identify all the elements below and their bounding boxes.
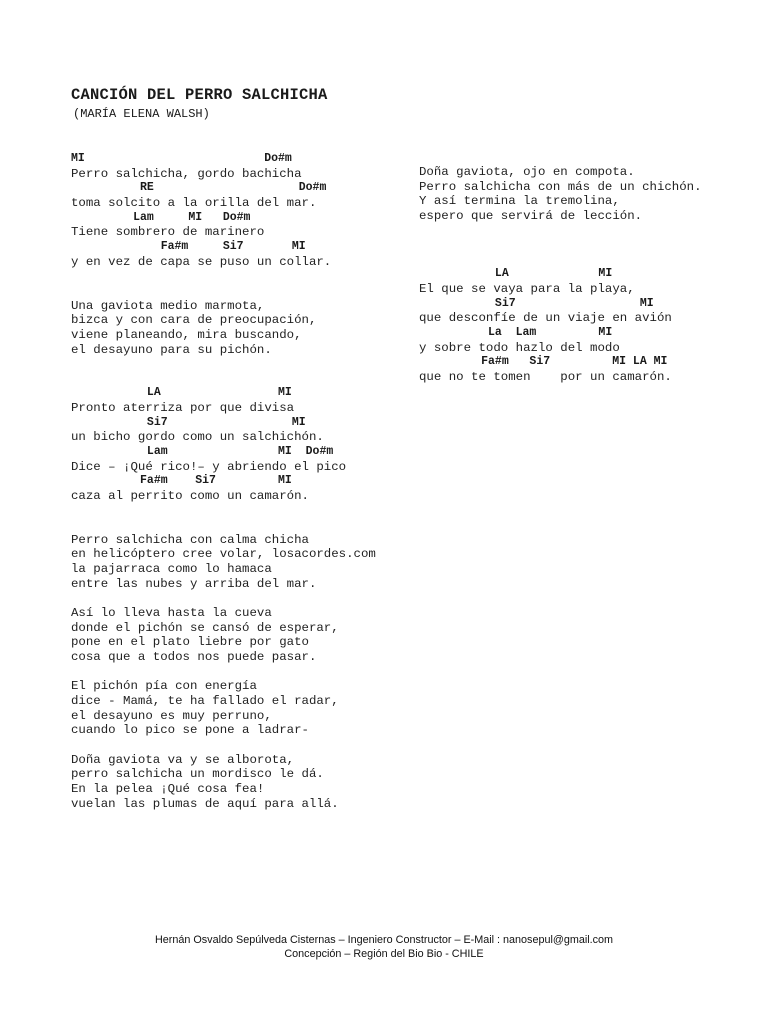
- chord-line: MI Do#m: [71, 152, 292, 165]
- lyric-line: Perro salchicha con calma chicha: [71, 532, 309, 547]
- lyric-line: pone en el plato liebre por gato: [71, 635, 309, 650]
- chord-line: Fa#m Si7 MI: [71, 474, 292, 488]
- chord-line: Lam MI Do#m: [71, 210, 251, 224]
- lyric-line: bizca y con cara de preocupación,: [71, 313, 317, 328]
- lyric-line: en helicóptero cree volar, losacordes.com: [71, 547, 376, 562]
- lyric-line: entre las nubes y arriba del mar.: [71, 576, 317, 591]
- song-author: (MARÍA ELENA WALSH): [73, 107, 210, 121]
- lyric-line: donde el pichón se cansó de esperar,: [71, 620, 339, 635]
- lyric-line: toma solcito a la orilla del mar.: [71, 196, 317, 211]
- stanza-gap: [71, 372, 376, 387]
- lyric-line: Dice – ¡Qué rico!– y abriendo el pico: [71, 459, 347, 474]
- stanza-gap: [71, 592, 376, 607]
- lyric-line: y sobre todo hazlo del modo: [419, 340, 620, 355]
- lyric-line: Así lo lleva hasta la cueva: [71, 606, 272, 620]
- stanza-gap: [71, 284, 376, 299]
- chord-line: Si7 MI: [71, 415, 306, 429]
- lyric-line: perro salchicha un mordisco le dá.: [71, 767, 324, 782]
- lyric-line: caza al perrito como un camarón.: [71, 489, 309, 504]
- stanza-gap: [71, 665, 376, 680]
- right-column: [419, 165, 702, 385]
- chord-line: Fa#m Si7 MI: [71, 240, 306, 254]
- lyric-line: Tiene sombrero de marinero: [71, 225, 265, 240]
- chord-line: Lam MI Do#m: [71, 445, 334, 458]
- lyric-line: que no te tomen por un camarón.: [419, 370, 672, 385]
- lyric-line: la pajarraca como lo hamaca: [71, 562, 272, 577]
- chord-line: La Lam MI: [419, 326, 613, 339]
- lyric-line: Pronto aterriza por que divisa: [71, 400, 295, 415]
- chord-line: LA MI: [419, 267, 613, 281]
- chord-line: Fa#m Si7 MI LA MI: [419, 355, 668, 369]
- stanza-gap: [71, 270, 376, 285]
- lyric-line: cuando lo pico se pone a ladrar-: [71, 723, 309, 738]
- lyric-line: que desconfíe de un viaje en avión: [419, 311, 672, 326]
- lyric-line: Y así termina la tremolina,: [419, 194, 620, 209]
- stanza-gap: [71, 738, 376, 753]
- stanza-gap: [71, 518, 376, 533]
- stanza-gap: [71, 357, 376, 372]
- stanza-gap: [419, 253, 702, 268]
- chord-line: LA MI: [71, 386, 292, 400]
- lyric-line: y en vez de capa se puso un collar.: [71, 254, 332, 269]
- lyric-line: Doña gaviota, ojo en compota.: [419, 165, 635, 179]
- chord-line: Si7 MI: [419, 296, 654, 310]
- lyric-line: cosa que a todos nos puede pasar.: [71, 650, 317, 665]
- lyric-line: Perro salchicha, gordo bachicha: [71, 166, 302, 181]
- lyric-line: el desayuno es muy perruno,: [71, 708, 272, 723]
- lyric-line: un bicho gordo como un salchichón.: [71, 430, 324, 445]
- stanza-gap: [419, 224, 702, 239]
- stanza-gap: [419, 238, 702, 253]
- lyric-line: El que se vaya para la playa,: [419, 281, 635, 296]
- song-title: CANCIÓN DEL PERRO SALCHICHA: [71, 86, 328, 104]
- lyric-line: Perro salchicha con más de un chichón.: [419, 179, 702, 194]
- lyric-line: Una gaviota medio marmota,: [71, 298, 265, 313]
- stanza-gap: [71, 504, 376, 519]
- lyric-line: El pichón pía con energía: [71, 679, 257, 694]
- lyric-line: espero que servirá de lección.: [419, 209, 643, 224]
- lyric-line: viene planeando, mira buscando,: [71, 327, 302, 342]
- footer-line-2: Concepción – Región del Bio Bio - CHILE: [284, 948, 484, 960]
- footer-line-1: Hernán Osvaldo Sepúlveda Cisternas – Ingeniero Constructor – E-Mail : nanosepul@gmail.com: [154, 934, 614, 946]
- lyric-line: vuelan las plumas de aquí para allá.: [71, 796, 339, 811]
- chord-line: RE Do#m: [71, 181, 327, 195]
- lyric-line: el desayuno para su pichón.: [71, 342, 272, 357]
- lyric-line: En la pelea ¡Qué cosa fea!: [71, 781, 265, 796]
- lyric-line: Doña gaviota va y se alborota,: [71, 752, 295, 767]
- lyric-line: dice - Mamá, te ha fallado el radar,: [71, 693, 339, 708]
- left-column: [71, 152, 376, 811]
